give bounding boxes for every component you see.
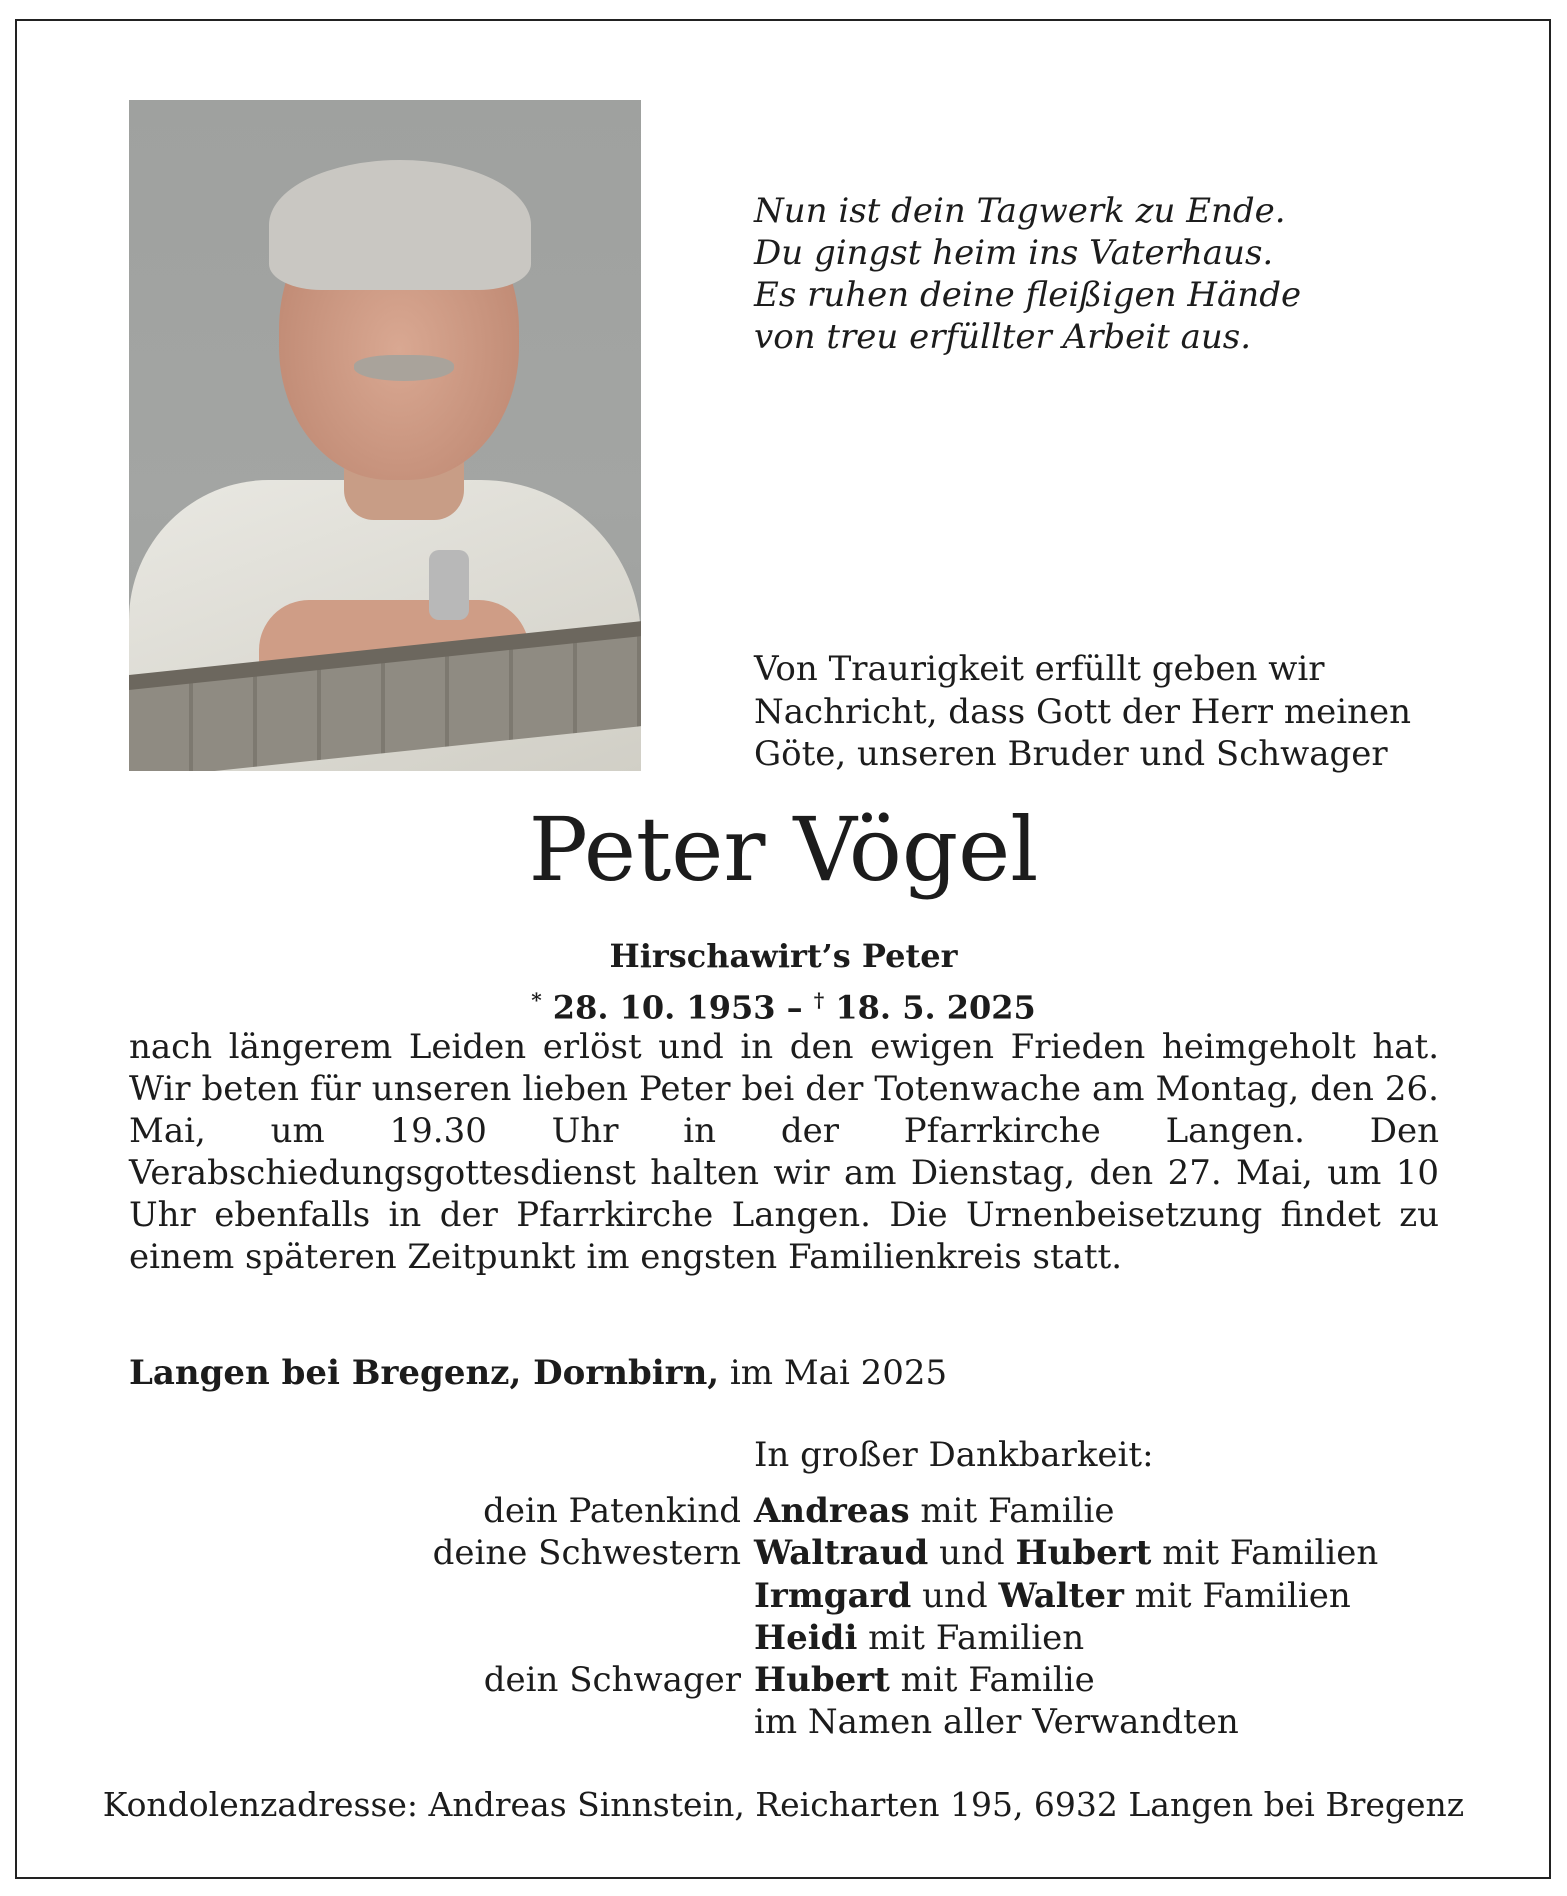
mourner-name: Walter (998, 1575, 1124, 1616)
mourner-name: Andreas (754, 1491, 910, 1531)
thanks-heading: In großer Dankbarkeit: (754, 1435, 1154, 1475)
relation: dein Schwager (483, 1660, 741, 1701)
relation: dein Patenkind (483, 1491, 741, 1531)
relation: deine Schwestern (432, 1533, 741, 1574)
condolence-address: Kondolenzadresse: Andreas Sinnstein, Reicharten 195, 6932 Langen bei Bregenz (102, 1785, 1465, 1824)
place: Langen bei Bregenz, Dornbirn, (129, 1353, 720, 1393)
mourner-row (0, 1490, 1567, 1532)
suffix: mit Familien (857, 1617, 1085, 1658)
death-symbol: † (813, 988, 825, 1012)
birth-date: 28. 10. 1953 (552, 988, 776, 1027)
mourner-row (0, 1659, 1567, 1701)
conj: und (911, 1575, 999, 1616)
mourner-name: Heidi (754, 1617, 858, 1658)
body-text: nach längerem Leiden erlöst und in den ewigen Frieden heimgeholt hat. Wir beten für unseren lieben Peter bei der Totenwache am Montag, den 26. Mai, um 19.30 Uhr in der Pfarrkirche Langen. Den Verabschiedungsgottesdienst halten wir am Dienstag, den 27. Mai, um 10 Uhr ebenfalls in der Pfarrkirche Langen. Die Urnenbeisetzung findet zu einem späteren Zeitpunkt im engsten Familienkreis statt. (129, 1027, 1439, 1277)
suffix: mit Familie (889, 1660, 1095, 1701)
date: im Mai 2025 (719, 1353, 948, 1393)
mourner-name: Waltraud (754, 1533, 929, 1574)
mourner-name: Hubert (754, 1660, 890, 1701)
portrait-photo (129, 100, 641, 771)
intro-text: Von Traurigkeit erfüllt geben wir Nachricht, dass Gott der Herr meinen Göte, unseren Bruder und Schwager (754, 649, 1411, 774)
verse (754, 190, 1301, 358)
place-date (129, 1352, 947, 1394)
deceased-name: Peter Vögel (528, 798, 1039, 901)
verse-line: von treu erfüllter Arbeit aus. (754, 317, 1252, 357)
mourner-row (0, 1617, 1567, 1659)
mourners-list (0, 1490, 1567, 1744)
mourner-row (0, 1575, 1567, 1617)
life-dates (0, 980, 1567, 1028)
mourner-row (0, 1532, 1567, 1574)
conj: und (928, 1533, 1016, 1574)
suffix: mit Familien (1123, 1575, 1351, 1616)
verse-line: Nun ist dein Tagwerk zu Ende. (754, 191, 1286, 231)
death-date: 18. 5. 2025 (835, 988, 1036, 1027)
suffix: mit Familien (1151, 1533, 1379, 1574)
suffix: im Namen aller Verwandten (754, 1702, 1239, 1743)
date-dash: – (775, 988, 814, 1027)
nickname: Hirschawirt’s Peter (609, 937, 958, 975)
verse-line: Es ruhen deine fleißigen Hände (754, 275, 1302, 315)
mourner-row (0, 1701, 1567, 1743)
mourner-name: Irmgard (754, 1575, 912, 1616)
mourner-name: Hubert (1015, 1533, 1152, 1574)
suffix: mit Familie (909, 1491, 1115, 1531)
verse-line: Du gingst heim ins Vaterhaus. (754, 233, 1274, 273)
birth-symbol: * (531, 988, 542, 1012)
